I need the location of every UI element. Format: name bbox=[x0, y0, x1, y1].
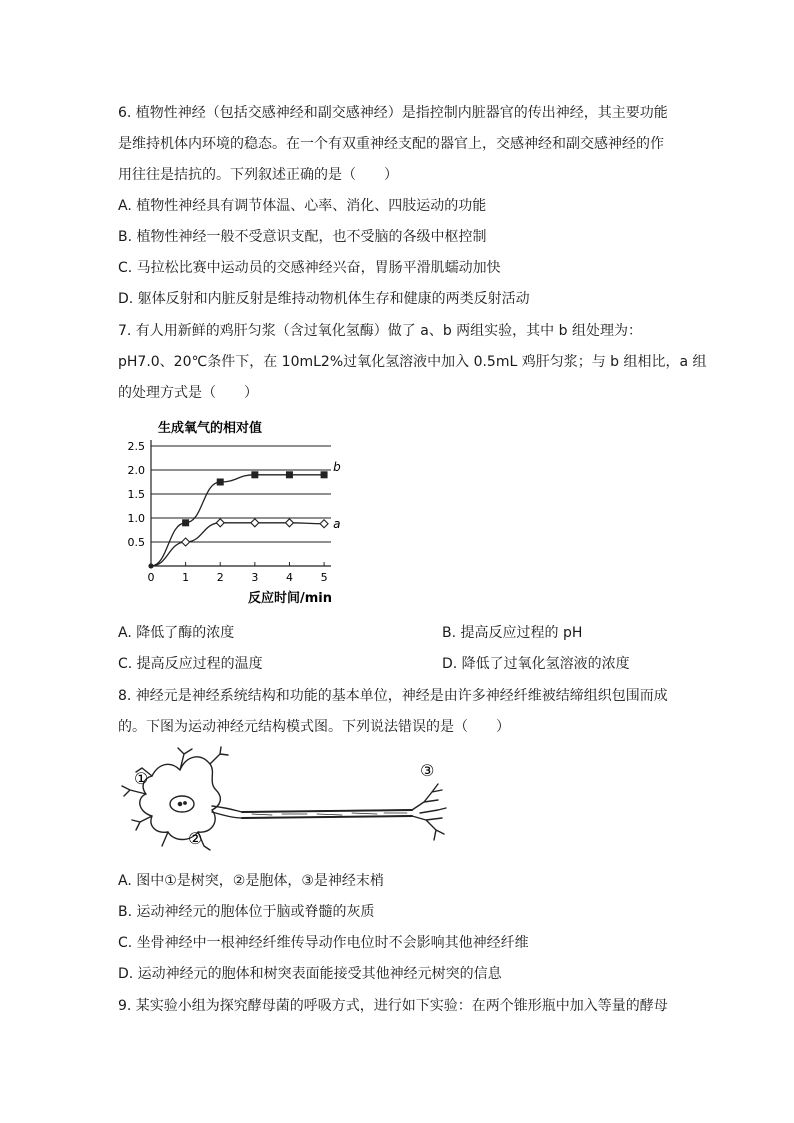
y-tick-label: 2.0 bbox=[127, 464, 145, 477]
chart-axes bbox=[151, 440, 331, 566]
label-3: ③ bbox=[420, 761, 435, 780]
series-line-a bbox=[151, 523, 324, 566]
q7-option-c: C. 提高反应过程的温度 bbox=[118, 656, 263, 672]
data-point-b bbox=[286, 471, 293, 478]
q7-option-d: D. 降低了过氧化氢溶液的浓度 bbox=[442, 656, 630, 672]
data-point-b bbox=[251, 471, 258, 478]
q6-option-b: B. 植物性神经一般不受意识支配，也不受脑的各级中枢控制 bbox=[118, 229, 487, 245]
oxygen-line-chart bbox=[118, 412, 348, 610]
y-tick-label: 1.0 bbox=[127, 512, 145, 525]
q7-option-b: B. 提高反应过程的 pH bbox=[442, 625, 583, 641]
q8-option-a: A. 图中①是树突，②是胞体，③是神经末梢 bbox=[118, 873, 384, 889]
chart-ylabel: 生成氧气的相对值 bbox=[158, 421, 263, 436]
y-tick-label: 2.5 bbox=[127, 440, 145, 453]
label-1: ① bbox=[134, 769, 149, 788]
x-tick-label: 5 bbox=[320, 571, 328, 584]
x-tick-label: 2 bbox=[216, 571, 224, 584]
axon-terminal bbox=[420, 808, 446, 813]
data-point-a bbox=[251, 519, 259, 527]
q8-option-b: B. 运动神经元的胞体位于脑或脊髓的灰质 bbox=[118, 904, 375, 920]
y-tick-label: 1.5 bbox=[127, 488, 145, 501]
y-tick-label: 0.5 bbox=[127, 536, 145, 549]
data-point-a bbox=[320, 520, 328, 528]
chart-series bbox=[149, 460, 342, 569]
data-point-b bbox=[321, 471, 328, 478]
q8-stem-line-2: 的。下图为运动神经元结构模式图。下列说法错误的是（ ） bbox=[118, 719, 510, 735]
q7-stem-line-3: 的处理方式是（ ） bbox=[118, 385, 258, 401]
q6-stem-line-1: 6. 植物性神经（包括交感神经和副交感神经）是指控制内脏器官的传出神经，其主要功能 bbox=[118, 105, 668, 121]
q9-stem-line-1: 9. 某实验小组为探究酵母菌的呼吸方式，进行如下实验：在两个锥形瓶中加入等量的酵母 bbox=[118, 998, 668, 1014]
axon-terminal bbox=[412, 816, 444, 840]
chart-xlabel: 反应时间/min bbox=[248, 591, 333, 606]
q7-stem-line-1: 7. 有人用新鲜的鸡肝匀浆（含过氧化氢酶）做了 a、b 两组实验，其中 b 组处理为： bbox=[118, 323, 642, 339]
chart-grid bbox=[151, 446, 331, 542]
series-label-b: b bbox=[333, 459, 341, 474]
data-point-origin bbox=[149, 564, 154, 569]
label-2: ② bbox=[188, 829, 203, 848]
q7-option-a: A. 降低了酶的浓度 bbox=[118, 625, 235, 641]
dendrite bbox=[210, 747, 228, 764]
q6-option-d: D. 躯体反射和内脏反射是维持动物机体生存和健康的两类反射活动 bbox=[118, 291, 530, 307]
q8-stem-line-1: 8. 神经元是神经系统结构和功能的基本单位，神经是由许多神经纤维被结缔组织包围而成 bbox=[118, 688, 668, 704]
data-point-a bbox=[216, 519, 224, 527]
series-line-b bbox=[151, 475, 324, 566]
q8-option-d: D. 运动神经元的胞体和树突表面能接受其他神经元树突的信息 bbox=[118, 966, 502, 982]
q6-stem-line-2: 是维持机体内环境的稳态。在一个有双重神经支配的器官上，交感神经和副交感神经的作 bbox=[118, 136, 664, 152]
q7-stem-line-2: pH7.0、20℃条件下，在 10mL2%过氧化氢溶液中加入 0.5mL 鸡肝匀浆；与 b 组相比，a 组 bbox=[118, 354, 707, 370]
data-point-b bbox=[217, 479, 224, 486]
dendrite bbox=[132, 816, 152, 830]
axon-terminal bbox=[412, 784, 442, 810]
x-tick-label: 0 bbox=[147, 571, 155, 584]
q6-option-a: A. 植物性神经具有调节体温、心率、消化、四肢运动的功能 bbox=[118, 198, 487, 214]
data-point-b bbox=[182, 519, 189, 526]
motor-neuron-diagram bbox=[112, 746, 452, 856]
series-label-a: a bbox=[333, 516, 341, 531]
q6-option-c: C. 马拉松比赛中运动员的交感神经兴奋，胃肠平滑肌蠕动加快 bbox=[118, 260, 501, 276]
q8-option-c: C. 坐骨神经中一根神经纤维传导动作电位时不会影响其他神经纤维 bbox=[118, 935, 529, 951]
x-tick-label: 1 bbox=[182, 571, 190, 584]
data-point-a bbox=[285, 519, 293, 527]
x-tick-label: 4 bbox=[285, 571, 293, 584]
x-tick-label: 3 bbox=[251, 571, 259, 584]
data-point-a bbox=[182, 538, 190, 546]
q6-stem-line-3: 用往往是拮抗的。下列叙述正确的是（ ） bbox=[118, 167, 398, 183]
chart-ticks bbox=[128, 440, 328, 584]
